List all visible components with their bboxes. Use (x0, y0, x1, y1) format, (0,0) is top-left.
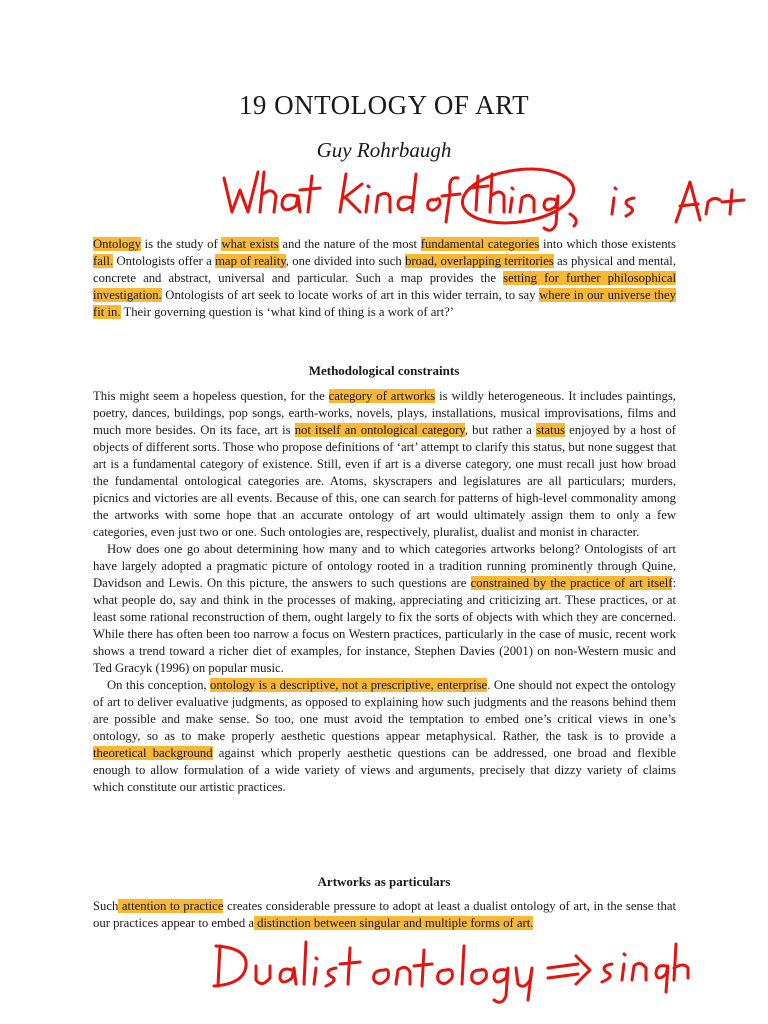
text-run: Ontologists offer a (113, 254, 216, 268)
paragraph (93, 388, 676, 541)
text-run: Their governing question is ‘what kind of thing is a work of art?’ (120, 305, 454, 319)
text-run: , but rather a (464, 423, 537, 437)
highlight: setting for further philosophical investigation. (93, 271, 676, 302)
text-run: On this conception, (107, 678, 211, 692)
text-run: How does one go about determining how many and to which categories artworks belong? Ontologists of art have largely adopted a pragmatic picture of ontology rooted in a tradition running prominently through Quine, Davidson and Lewis. On this picture, the answers to such questions are (93, 542, 676, 590)
text-run: enjoyed by a host of objects of different sorts. Those who propose definitions of ‘art’ attempt to clarify this status, but none suggest that art is a fundamental category of existence. Still, even if art is a diverse category, one must recall just how broad the fundamental ontological categories are. Atoms, skyscrapers and legislatures are all particulars; murders, picnics and victories are all events. Because of this, one can search for patterns of high-level commonality among the artworks with some hope that an accurate ontology of art would ultimately assign them to only a few categories, even just two or one. Such ontologies are, respectively, pluralist, dualist and monist in character. (93, 423, 676, 539)
paragraph (93, 677, 676, 796)
highlight: ontology is a descriptive, not a prescriptive, enterprise (210, 678, 488, 692)
highlight: category of artworks (328, 389, 436, 403)
highlight: constrained by the practice of art itself (470, 576, 673, 590)
text-run: and the nature of the most (278, 237, 421, 251)
text-run: creates considerable pressure to adopt at least a dualist ontology of art, in the sense that our practices appear to embed a (93, 899, 676, 930)
section-particulars-body (93, 898, 676, 932)
section-heading-methodological: Methodological constraints (308, 363, 460, 378)
highlight: status (536, 423, 565, 437)
intro-paragraph (93, 236, 676, 321)
text-run: This might seem a hopeless question, for the (93, 389, 329, 403)
highlight: Ontology (93, 237, 141, 251)
text-run: . One should not expect the ontology of art to deliver evaluative judgments, as opposed to explaining how such judgments and the reasons behind them are possible and make sense. So too, one must avoid the temptation to embed one’s critical views in one’s ontology, so as to make properly aesthetic questions appear metaphysical. Rather, the task is to provide a (93, 678, 676, 743)
text-run: is wildly heterogeneous. It includes paintings, poetry, dances, buildings, pop songs, earth-works, novels, plays, installations, musical improvisations, films and much more besides. On its face, art is (93, 389, 676, 437)
highlight: attention to practice (118, 899, 224, 913)
highlight: distinction between singular and multiple forms of art. (253, 916, 534, 930)
text-run: Such (93, 899, 119, 913)
text-run: , one divided into such (285, 254, 406, 268)
text-run: against which properly aesthetic questions can be addressed, one broad and flexible enough to allow formulation of a wide variety of views and arguments, precisely that dizzy variety of claims which constitute our artistic practices. (93, 746, 676, 794)
chapter-title: 19 ONTOLOGY OF ART (238, 90, 530, 120)
highlight: map of reality (215, 254, 286, 268)
paragraph (93, 236, 676, 321)
highlight: not itself an ontological category (294, 423, 465, 437)
highlight: fundamental categories (420, 237, 540, 251)
highlight: fall. (93, 254, 114, 268)
text-run: : what people do, say and think in the processes of making, appreciating and criticizing art. These practices, or at least some rational reconstruction of them, ought largely to fix the sorts of objects with which they are concerned. While there has often been too narrow a focus on Western practices, particularly in the case of music, recent work shows a trend toward a richer diet of examples, for instance, Stephen Davies (2001) on non-Western music and Ted Gracyk (1996) on popular music. (93, 576, 676, 675)
text-run: as physical and mental, concrete and abstract, universal and particular. Such a map provides the (93, 254, 677, 285)
highlight: theoretical background (93, 746, 213, 760)
highlight: broad, overlapping territories (405, 254, 554, 268)
author-name: Guy Rohrbaugh (316, 138, 452, 162)
text-run: is the study of (140, 237, 222, 251)
section-heading-particulars: Artworks as particulars (317, 874, 451, 889)
highlight: where in our universe they fit in. (93, 288, 676, 319)
paragraph (93, 898, 676, 932)
highlight: what exists (221, 237, 279, 251)
paragraph (93, 541, 676, 677)
section-methodological-body (93, 388, 676, 796)
text-run: Ontologists of art seek to locate works of art in this wider terrain, to say (161, 288, 540, 302)
text-run: into which those existents (539, 237, 676, 251)
